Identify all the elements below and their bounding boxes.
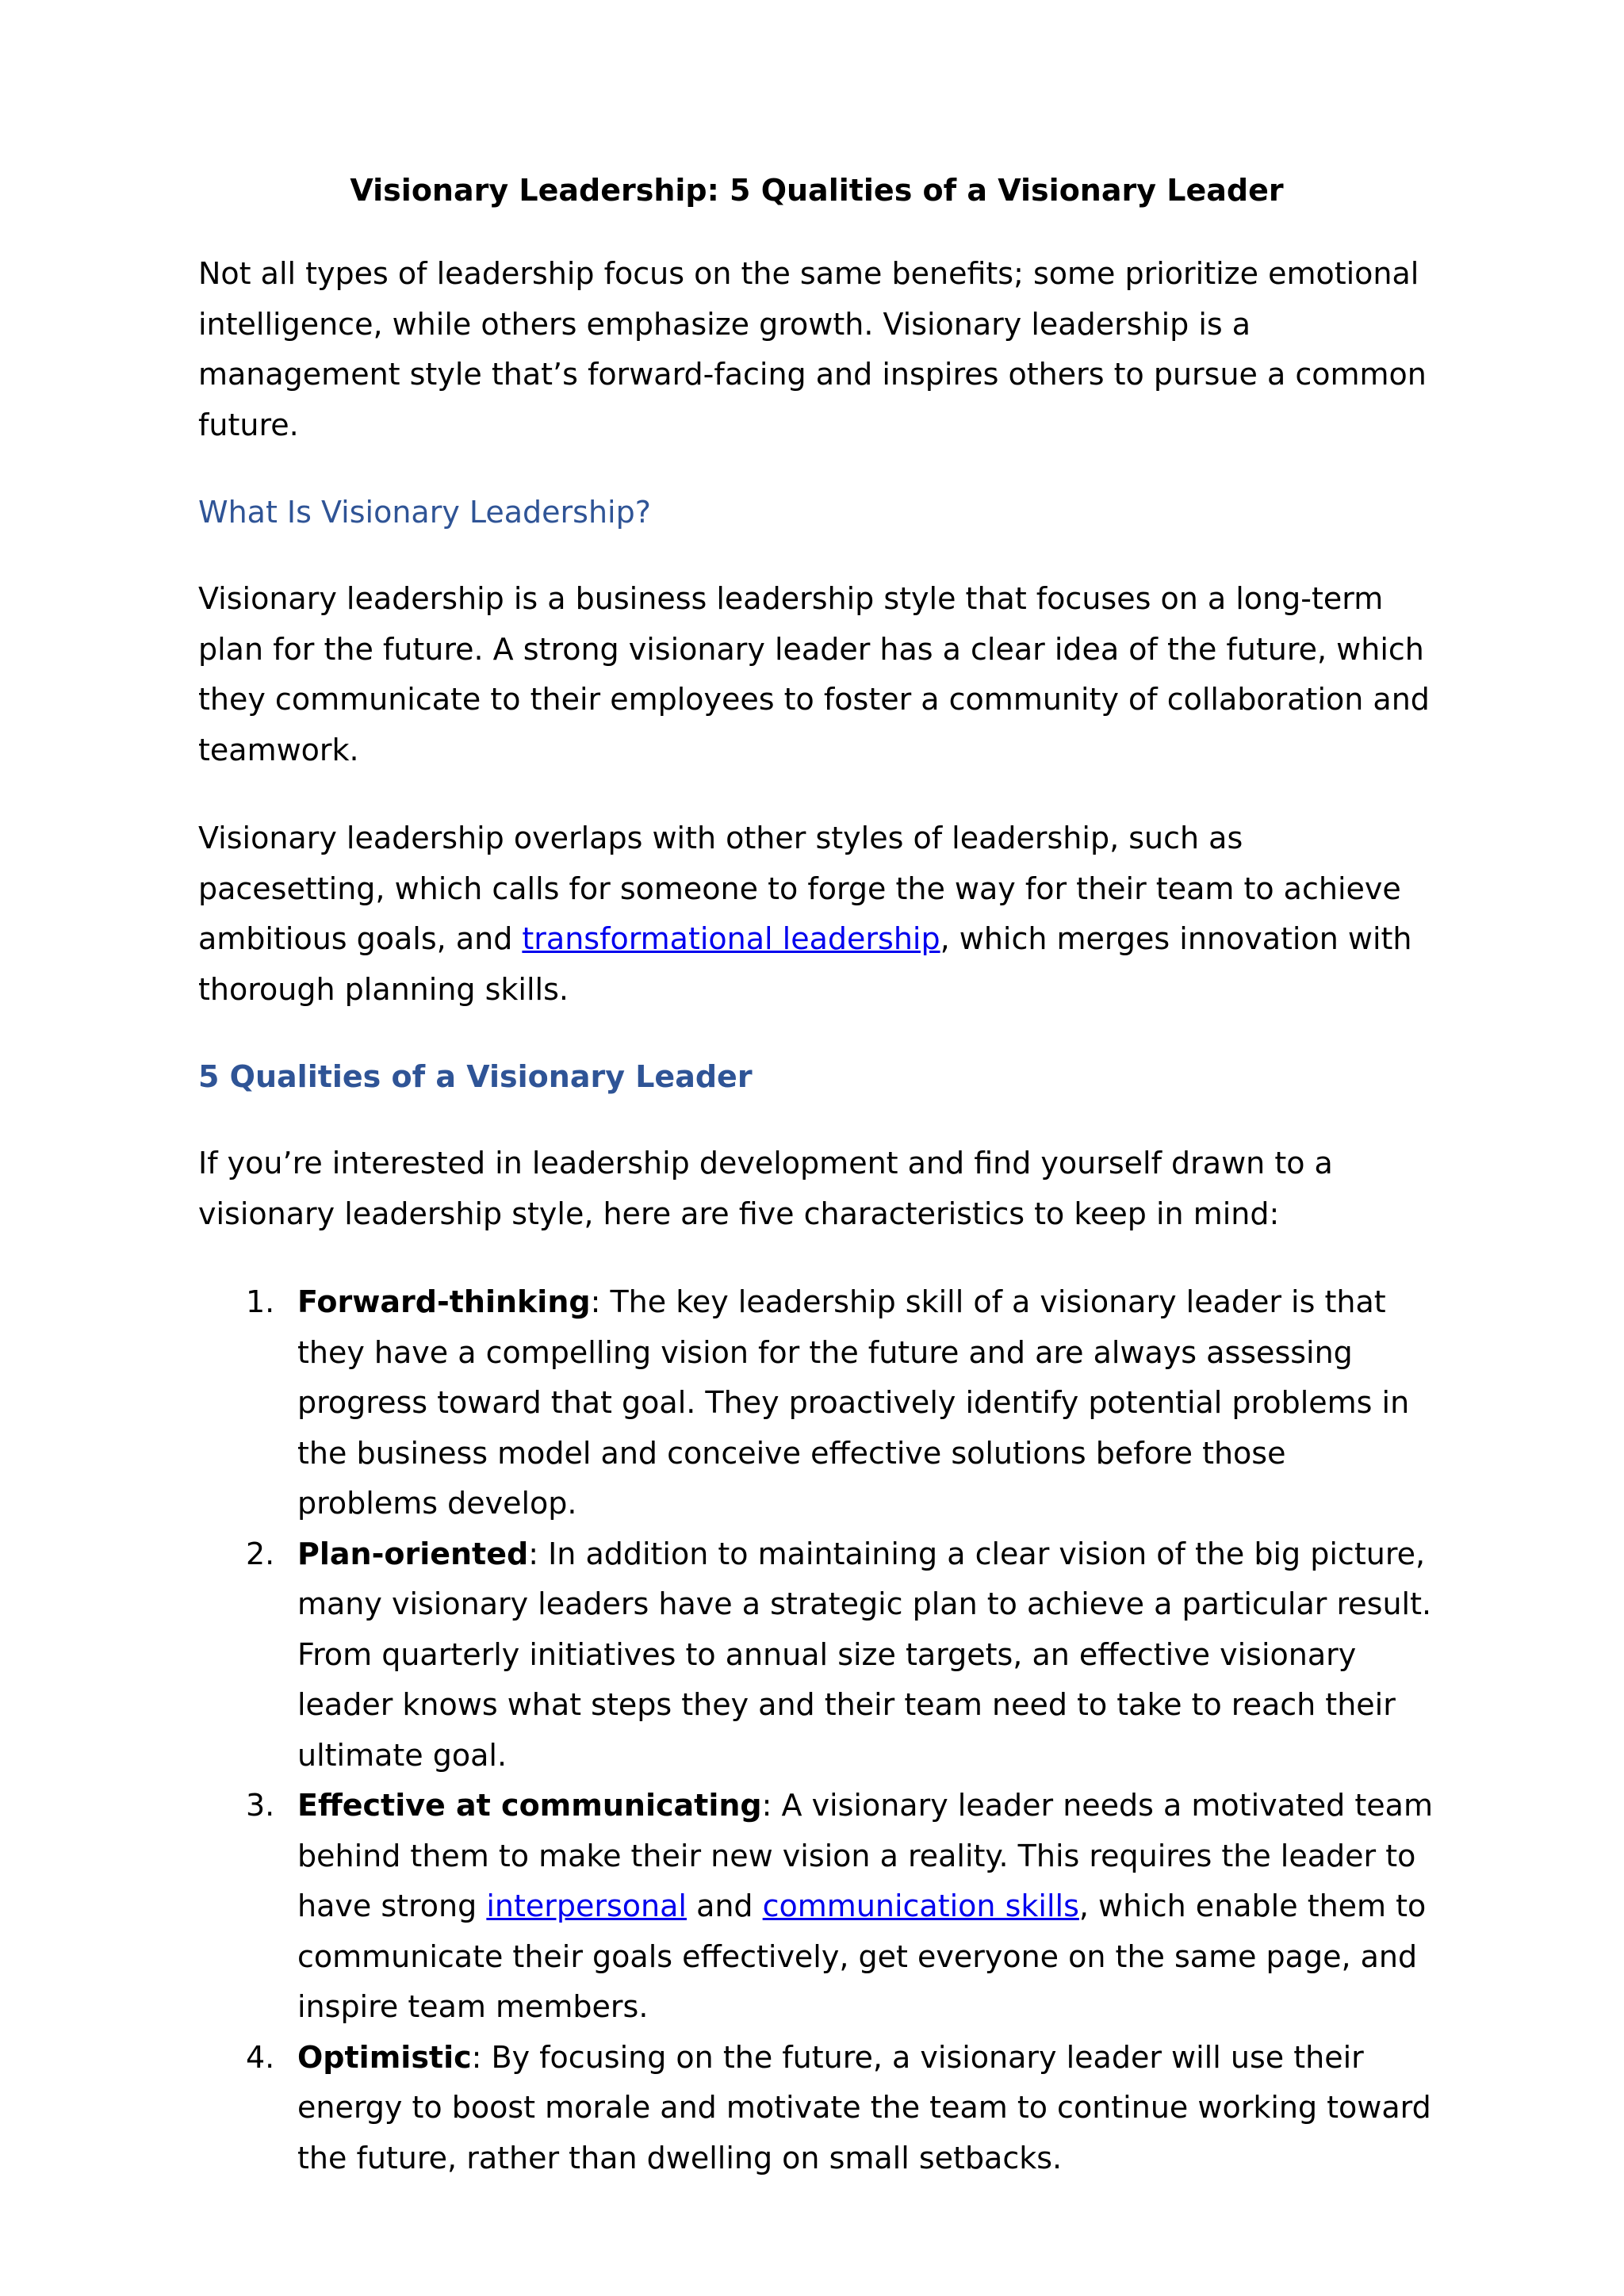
intro-paragraph: Not all types of leadership focus on the same benefits; some prioritize emotional intelligence, while others emphasize growth. Visionary leadership is a management style that’s forward-facing and inspires others to pursue a common future. xyxy=(198,256,1427,442)
list-item-text: and xyxy=(686,1888,763,1923)
overlap-paragraph xyxy=(198,813,1435,1015)
list-item xyxy=(198,1781,1435,2033)
interpersonal-link[interactable]: interpersonal xyxy=(486,1888,687,1923)
list-number: 4. xyxy=(246,2039,275,2075)
list-number: 3. xyxy=(246,1788,275,1823)
list-item-text: : A visionary leader needs a motivated team behind them to make their new vision a reality. This requires the leader to have strong xyxy=(297,1788,1433,1923)
list-item-text: : By focusing on the future, a visionary leader will use their energy to boost morale and motivate the team to continue working toward the future, rather than dwelling on small setbacks. xyxy=(297,2039,1431,2175)
list-item-text: : In addition to maintaining a clear vision of the big picture, many visionary leaders have a strategic plan to achieve a particular result. From quarterly initiatives to annual size targets, an effective visionary leader knows what steps they and their team need to take to reach their ultimate goal. xyxy=(297,1536,1432,1773)
list-item-text: : The key leadership skill of a visionary leader is that they have a compelling vision for the future and are always assessing progress toward that goal. They proactively identify potential problems in the business model and conceive effective solutions before those problems develop. xyxy=(297,1284,1410,1521)
list-number: 1. xyxy=(246,1284,275,1319)
list-item-text: , which enable them to communicate their goals effectively, get everyone on the same page, and inspire team members. xyxy=(297,1888,1427,2024)
overlap-text-before: Visionary leadership overlaps with other styles of leadership, such as pacesetting, which calls for someone to forge the way for their team to achieve ambitious goals, and xyxy=(198,821,1401,956)
section-heading-what-is: What Is Visionary Leadership? xyxy=(198,495,651,530)
list-item xyxy=(198,1277,1435,1529)
section-heading-qualities: 5 Qualities of a Visionary Leader xyxy=(198,1059,753,1094)
communication-skills-link[interactable]: communication skills xyxy=(762,1888,1079,1923)
list-number: 2. xyxy=(246,1536,275,1571)
list-item-term: Forward-thinking xyxy=(297,1284,591,1319)
document-title: Visionary Leadership: 5 Qualities of a Visionary Leader xyxy=(350,173,1284,208)
list-item-term: Plan-oriented xyxy=(297,1536,529,1571)
list-item xyxy=(198,1529,1435,1781)
definition-paragraph: Visionary leadership is a business leadership style that focuses on a long-term plan for the future. A strong visionary leader has a clear idea of the future, which they communicate to their employees to foster a community of collaboration and teamwork. xyxy=(198,581,1430,767)
transformational-leadership-link[interactable]: transformational leadership xyxy=(522,921,940,956)
qualities-intro-paragraph: If you’re interested in leadership development and find yourself drawn to a visionary leadership style, here are five characteristics to keep in mind: xyxy=(198,1146,1333,1231)
list-item xyxy=(198,2033,1435,2184)
list-item-term: Effective at communicating xyxy=(297,1788,762,1823)
document-page xyxy=(198,166,1435,2183)
qualities-list xyxy=(198,1277,1435,2183)
list-item-term: Optimistic xyxy=(297,2039,472,2075)
overlap-text-after: , which merges innovation with thorough planning skills. xyxy=(198,921,1412,1007)
